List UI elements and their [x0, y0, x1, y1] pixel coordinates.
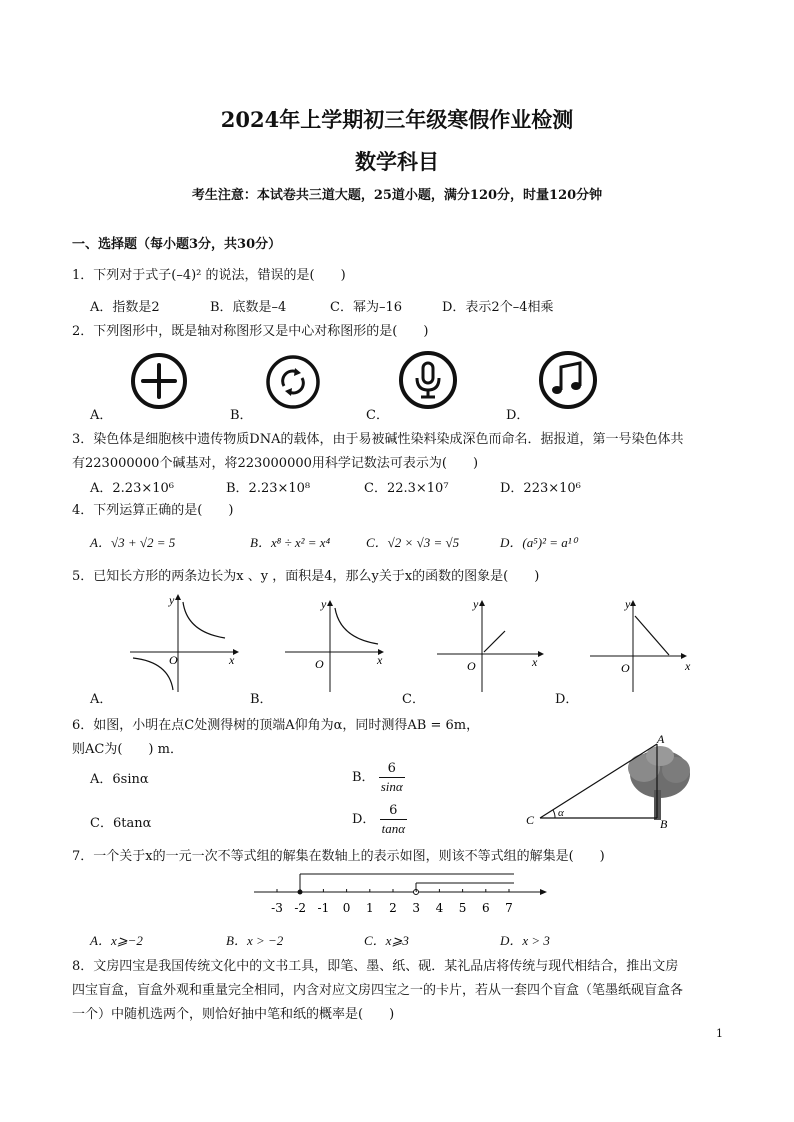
q5a-origin: O	[169, 653, 178, 667]
plus-circle-icon	[130, 352, 190, 412]
q6-stem-line1: 6．如图，小明在点C处测得树的顶端A仰角为α，同时测得AB = 6m，	[72, 718, 480, 733]
q2-label-c: C．	[366, 408, 389, 423]
number-line-tick-label: -2	[294, 901, 307, 915]
q6-stem-line2: 则AC为( ) m．	[72, 742, 183, 757]
number-line-tick-label: 5	[458, 901, 467, 915]
q4-option-a: A．√3 + √2 = 5	[90, 535, 176, 550]
q1-option-c: C．幂为–16	[330, 300, 402, 315]
q1-option-d: D．表示2个–4相乘	[442, 300, 554, 315]
q4-option-b: B．x⁸ ÷ x² = x⁴	[250, 535, 331, 550]
q5c-origin: O	[467, 659, 476, 673]
music-note-circle-icon	[538, 350, 600, 412]
q7-option-b: B．x > −2	[226, 933, 284, 948]
q7-option-d: D．x > 3	[500, 933, 550, 948]
refresh-circle-icon	[264, 352, 324, 412]
q5b-y-label: y	[321, 597, 327, 611]
q2-label-b: B．	[230, 408, 253, 423]
q3-stem-line1: 3．染色体是细胞核中遗传物质DNA的载体，由于易被碱性染料染成深色而命名．据报道，第一号染色体共	[72, 432, 684, 447]
subject-title: 数学科目	[355, 149, 439, 174]
q5d-y-label: y	[625, 597, 631, 611]
q5-label-d: D．	[555, 692, 579, 707]
number-line-tick-label: 2	[389, 901, 397, 915]
q6-option-a: A．6sinα	[90, 772, 149, 787]
microphone-circle-icon	[398, 350, 460, 412]
q6-angle-alpha: α	[558, 807, 564, 819]
q5b-origin: O	[315, 657, 324, 671]
q3-option-a: A．2.23×10⁶	[90, 481, 174, 496]
q8-line1: 8．文房四宝是我国传统文化中的文书工具，即笔、墨、纸、砚．某礼品店将传统与现代相结合，推出文房	[72, 959, 679, 974]
q6-option-b	[352, 760, 405, 795]
q8-line2: 四宝盲盒，盲盒外观和重量完全相同，内含对应文房四宝之一的卡片，若从一套四个盲盒（笔墨纸砚盲盒各	[72, 983, 684, 998]
q5-graph-b	[280, 592, 400, 697]
q5-graph-a	[125, 592, 245, 697]
number-line-tick-label: 1	[365, 901, 374, 915]
q6-option-b-label: B．	[352, 770, 375, 785]
q4-option-d: D．(a⁵)² = a¹⁰	[500, 535, 577, 550]
q7-number-line	[252, 868, 552, 918]
q5d-x-label: x	[685, 659, 691, 673]
q8-line3: 一个）中随机选两个，则恰好抽中笔和纸的概率是( )	[72, 1007, 395, 1022]
q5a-y-label: y	[169, 593, 175, 607]
q6-point-b: B	[660, 817, 668, 831]
number-line-tick-label: 3	[412, 901, 421, 915]
number-line-tick-label: 0	[342, 901, 351, 915]
q6-b-denominator: sinα	[380, 779, 403, 794]
q6-option-d-label: D．	[352, 812, 376, 827]
q1-option-a: A．指数是2	[90, 300, 160, 315]
section-heading: 一、选择题（每小题3分，共30分）	[72, 237, 282, 252]
q5-graph-d	[585, 592, 705, 697]
q2-label-a: A．	[90, 408, 113, 423]
exam-notice: 考生注意：本试卷共三道大题，25道小题，满分120分，时量120分钟	[191, 188, 603, 203]
q5-label-b: B．	[250, 692, 273, 707]
q5-graph-c	[432, 592, 552, 697]
q7-option-a: A．x⩾−2	[90, 933, 143, 948]
q5-label-c: C．	[402, 692, 425, 707]
exam-title: 2024年上学期初三年级寒假作业检测	[220, 107, 574, 132]
q5d-origin: O	[621, 661, 630, 675]
q5b-x-label: x	[377, 653, 383, 667]
number-line-tick-label: 6	[481, 901, 490, 915]
q6-d-denominator: tanα	[381, 821, 406, 836]
q5a-x-label: x	[229, 653, 235, 667]
q2-label-d: D．	[506, 408, 530, 423]
q5-label-a: A．	[90, 692, 113, 707]
q7-option-c: C．x⩾3	[364, 933, 409, 948]
q1-option-b: B．底数是–4	[210, 300, 287, 315]
q6-option-c: C．6tanα	[90, 816, 152, 831]
q1-stem: 1．下列对于式子(–4)² 的说法，错误的是( )	[72, 268, 346, 283]
number-line-tick-label: 7	[505, 901, 513, 915]
q6-d-numerator: 6	[380, 802, 407, 820]
q5c-y-label: y	[473, 597, 479, 611]
q5c-x-label: x	[532, 655, 538, 669]
q3-option-d: D．223×10⁶	[500, 481, 581, 496]
q6-point-c: C	[526, 813, 535, 827]
q4-option-c: C．√2 × √3 = √5	[366, 535, 460, 550]
q6-b-numerator: 6	[379, 760, 405, 778]
number-line-tick-label: 4	[435, 901, 444, 915]
q7-stem: 7．一个关于x的一元一次不等式组的解集在数轴上的表示如图，则该不等式组的解集是( )	[72, 849, 605, 864]
q6-option-d	[352, 802, 407, 837]
number-line-tick-label: -1	[317, 901, 330, 915]
page-number: 1	[716, 1027, 723, 1040]
q2-stem: 2．下列图形中，既是轴对称图形又是中心对称图形的是( )	[72, 324, 429, 339]
number-line-tick-label: -3	[271, 901, 283, 915]
q3-stem-line2: 有223000000个碱基对，将223000000用科学记数法可表示为( )	[72, 456, 479, 471]
q6-point-a: A	[657, 732, 665, 746]
q5-stem: 5．已知长方形的两条边长为x 、y ，面积是4，那么y关于x的函数的图象是( )	[72, 569, 540, 584]
q3-option-b: B．2.23×10⁸	[226, 481, 311, 496]
q4-stem: 4．下列运算正确的是( )	[72, 503, 234, 518]
q3-option-c: C．22.3×10⁷	[364, 481, 449, 496]
q6-tree-figure	[520, 732, 720, 832]
